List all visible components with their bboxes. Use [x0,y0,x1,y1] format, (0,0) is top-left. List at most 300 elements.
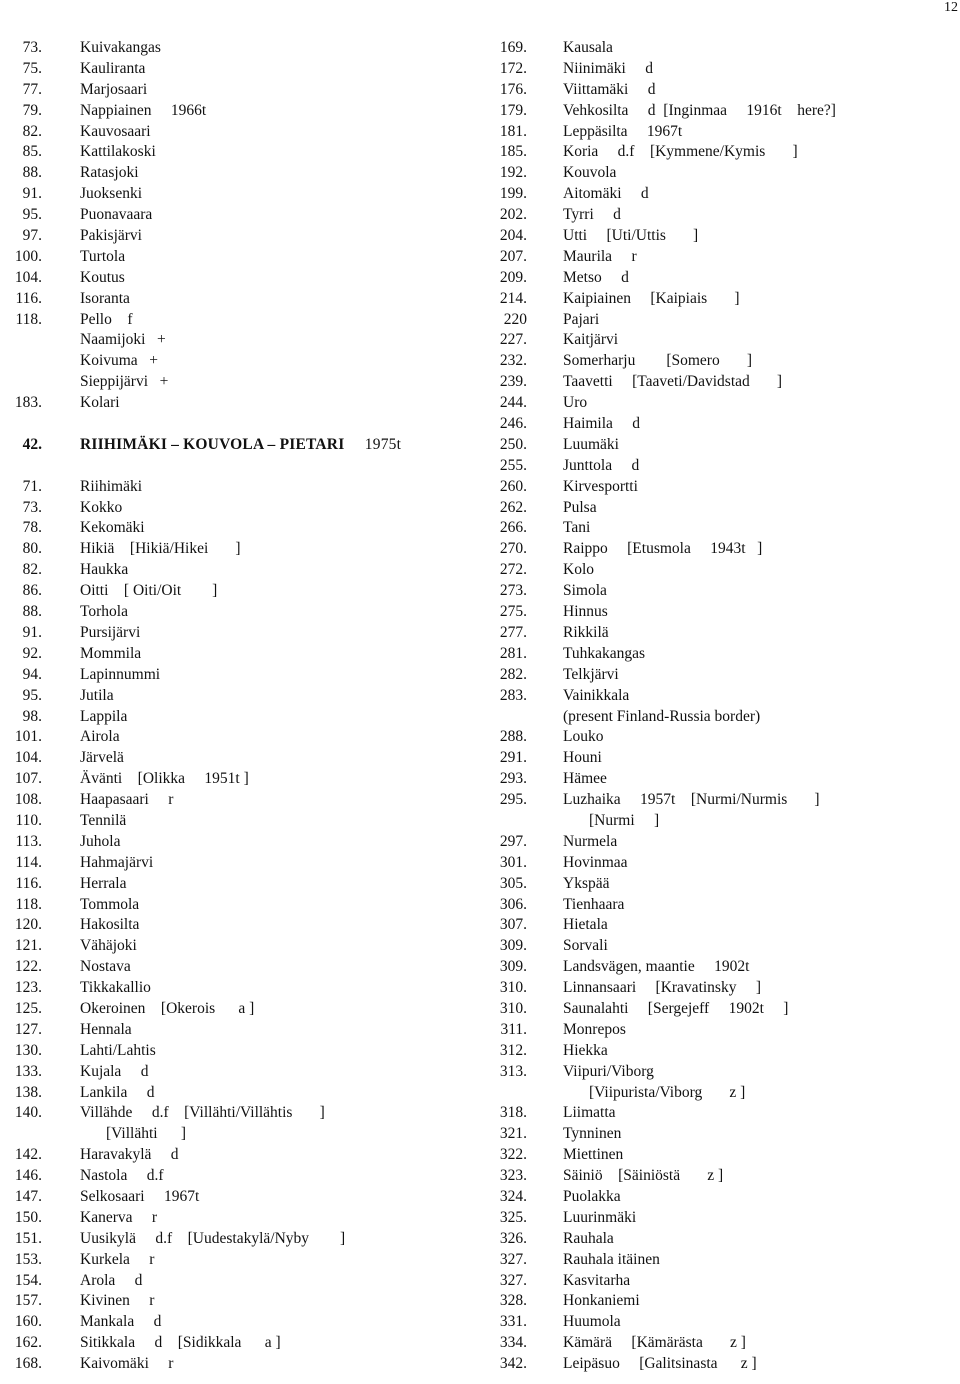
entry-name: Tikkakallio [80,979,151,997]
entry-name: Viipuri/Viborg [563,1062,654,1080]
entry-text [80,1208,157,1229]
entry-text [563,874,610,895]
entry-name: Pulsa [563,498,597,516]
station-entry [0,1250,470,1271]
entry-name: (present Finland-Russia border) [563,707,761,725]
entry-text [563,456,639,477]
entry-text [80,832,120,853]
entry-number: 75. [22,59,42,77]
entry-text [563,498,597,519]
entry-number: 153. [14,1250,42,1268]
station-entry [470,518,960,539]
entry-text [563,1354,757,1375]
entry-name: Kaivomäki r [80,1355,174,1373]
entry-number: 277. [499,623,527,641]
station-entry [470,1354,960,1375]
entry-text [80,226,142,247]
entry-name: Lapinnummi [80,665,161,683]
station-entry [0,936,470,957]
entry-text [80,1250,154,1271]
entry-name: Tommola [80,895,140,913]
entry-text [80,1333,281,1354]
station-entry [0,268,470,289]
station-entry [470,226,960,247]
entry-name: Isoranta [80,289,130,307]
entry-number: 199. [499,185,527,203]
entry-name: Ratasjoki [80,164,139,182]
entry-number: 181. [499,122,527,140]
entry-name: Koria d.f [Kymmene/Kymis ] [563,143,798,161]
left-column [0,38,470,1375]
entry-text [563,1250,660,1271]
entry-name: Hahmajärvi [80,853,154,871]
entry-number: 232. [499,352,527,370]
entry-name: Telkjärvi [563,665,619,683]
entry-name: Simola [563,582,607,600]
entry-text [563,393,587,414]
entry-suffix: 1975t [344,435,402,453]
entry-name: [Villähti ] [106,1125,186,1143]
entry-name: Niinimäki d [563,59,653,77]
entry-number: 108. [14,791,42,809]
entry-text [80,978,151,999]
blank-line [0,414,470,435]
station-entry [470,1187,960,1208]
entry-name: Hennala [80,1020,132,1038]
station-entry [0,393,470,414]
entry-name: Hietala [563,916,608,934]
entry-name: Rauhala [563,1229,614,1247]
entry-number: 114. [15,853,42,871]
entry-number: 327. [499,1271,527,1289]
entry-number: 322. [499,1146,527,1164]
entry-number: 97. [22,227,42,245]
entry-name: Leppäsilta 1967t [563,122,683,140]
station-entry [470,184,960,205]
entry-number: 123. [14,979,42,997]
entry-number: 239. [499,373,527,391]
entry-text [80,289,130,310]
entry-name: Metso d [563,268,629,286]
entry-number: 244. [499,394,527,412]
entry-name: Arola d [80,1271,143,1289]
entry-name: Sieppijärvi + [80,373,169,391]
station-entry [470,414,960,435]
entry-text [563,895,624,916]
entry-text [80,686,114,707]
entry-text [80,1041,156,1062]
station-entry [470,1312,960,1333]
station-entry [0,184,470,205]
entry-number: 95. [22,206,42,224]
entry-name: Tani [563,519,591,537]
entry-text [563,915,608,936]
entry-text [589,1083,745,1104]
station-entry [470,163,960,184]
entry-name: Pursijärvi [80,623,141,641]
station-entry [470,686,960,707]
station-entry [470,811,960,832]
entry-text [80,1187,199,1208]
station-entry [470,936,960,957]
entry-number: 321. [499,1125,527,1143]
entry-name: Naamijoki + [80,331,166,349]
entry-number: 130. [14,1041,42,1059]
entry-text [563,539,762,560]
entry-text [80,518,145,539]
entry-text [563,289,739,310]
entry-name: Haukka [80,561,129,579]
entry-text [563,435,619,456]
entry-text [563,1020,626,1041]
entry-number: 82. [22,561,42,579]
station-entry [0,581,470,602]
entry-number: 326. [499,1229,527,1247]
station-entry [470,957,960,978]
entry-number: 309. [499,958,527,976]
entry-name: Kauvosaari [80,122,151,140]
entry-number: 328. [499,1292,527,1310]
station-entry [0,853,470,874]
station-entry [0,38,470,59]
entry-number: 183. [14,394,42,412]
entry-number: 88. [22,164,42,182]
entry-text [563,727,603,748]
entry-name: Linnansaari [Kravatinsky ] [563,979,761,997]
entry-text [80,707,127,728]
entry-name: Tyrri d [563,206,621,224]
entry-number: 295. [499,791,527,809]
station-entry [0,163,470,184]
station-entry [470,80,960,101]
entry-number: 101. [14,728,42,746]
entry-name: Jutila [80,686,114,704]
entry-name: Tynninen [563,1125,622,1143]
entry-name: Hämee [563,770,607,788]
entry-number: 104. [14,268,42,286]
entry-text [589,811,659,832]
entry-name: Vainikkala [563,686,630,704]
entry-name: Hiekka [563,1041,608,1059]
entry-text [563,226,698,247]
entry-number: 307. [499,916,527,934]
station-entry [470,477,960,498]
entry-name: Rauhala itäinen [563,1250,660,1268]
station-entry [0,644,470,665]
entry-number: 121. [14,937,42,955]
entry-name: Hakosilta [80,916,140,934]
entry-name: Vehkosilta d [Inginmaa 1916t here?] [563,101,836,119]
station-entry [0,1166,470,1187]
station-entry [0,1187,470,1208]
entry-name: [Nurmi ] [589,811,660,829]
entry-name: Lappila [80,707,128,725]
entry-number: 116. [15,289,42,307]
entry-number: 270. [499,540,527,558]
entry-name: Järvelä [80,749,124,767]
entry-name: Kujala d [80,1062,149,1080]
station-entry [0,915,470,936]
entry-number: 334. [499,1334,527,1352]
station-entry [0,226,470,247]
entry-text [80,602,128,623]
entry-number: 250. [499,435,527,453]
entry-text [563,518,590,539]
entry-text [563,1187,621,1208]
entry-number: 94. [22,665,42,683]
entry-number: 118. [15,895,42,913]
station-entry [0,1083,470,1104]
entry-text [80,1103,325,1124]
station-entry [470,435,960,456]
entry-number: 98. [22,707,42,725]
station-entry [0,1333,470,1354]
entry-number: 157. [14,1292,42,1310]
station-entry [470,644,960,665]
entry-text [563,59,653,80]
entry-number: 147. [14,1187,42,1205]
station-entry [0,205,470,226]
entry-name: Turtola [80,247,126,265]
entry-name: Koivuma + [80,352,159,370]
entry-number: 331. [499,1313,527,1331]
entry-text [563,1208,636,1229]
entry-name: Leipäsuo [Galitsinasta z ] [563,1355,757,1373]
entry-text [563,1124,621,1145]
entry-text [80,936,137,957]
entry-name: Kaipiainen [Kaipiais ] [563,289,740,307]
entry-name: Kirvesportti [563,477,638,495]
entry-text [563,38,613,59]
station-entry [470,874,960,895]
station-entry [470,727,960,748]
entry-number: 107. [14,770,42,788]
station-entry [470,853,960,874]
entry-text [563,268,629,289]
entry-number: 273. [499,582,527,600]
entry-name: Lankila d [80,1083,155,1101]
entry-text [80,560,128,581]
entry-text [563,310,599,331]
station-entry [0,1354,470,1375]
station-entry [0,1271,470,1292]
entry-number: 204. [499,227,527,245]
entry-name: Hinnus [563,603,608,621]
entry-name: Utti [Uti/Uttis ] [563,227,699,245]
station-entry [0,1124,470,1145]
entry-text [80,184,142,205]
entry-number: 266. [499,519,527,537]
entry-text [80,1145,179,1166]
entry-text [80,1291,154,1312]
entry-name: Nostava [80,958,131,976]
entry-number: 92. [22,644,42,662]
entry-text [80,539,241,560]
entry-name: Pajari [563,310,600,328]
entry-name: Kaitjärvi [563,331,619,349]
entry-number: 71. [22,477,42,495]
station-entry [0,560,470,581]
entry-name: Kekomäki [80,519,145,537]
entry-name: Pello f [80,310,133,328]
station-entry [470,560,960,581]
entry-number: 260. [499,477,527,495]
entry-text [80,122,151,143]
entry-text [563,142,798,163]
station-entry [0,477,470,498]
entry-text [563,1271,630,1292]
station-entry [470,1124,960,1145]
station-entry [470,1333,960,1354]
entry-name: Luzhaika 1957t [Nurmi/Nurmis ] [563,791,820,809]
entry-number: 185. [499,143,527,161]
station-entry [0,623,470,644]
entry-number: 125. [14,999,42,1017]
entry-text [563,1103,616,1124]
entry-name: Marjosaari [80,80,148,98]
station-entry [0,602,470,623]
station-entry [470,602,960,623]
entry-number: 262. [499,498,527,516]
entry-name: Koutus [80,268,125,286]
entry-number: 306. [499,895,527,913]
entry-name: Nappiainen 1966t [80,101,207,119]
entry-text [80,895,139,916]
entry-text [80,1083,154,1104]
entry-number: 255. [499,456,527,474]
entry-name: Villähde d.f [Villähti/Villähtis ] [80,1104,325,1122]
station-entry [0,59,470,80]
station-entry [470,999,960,1020]
entry-number: 342. [499,1355,527,1373]
entry-number: 82. [22,122,42,140]
station-entry [470,978,960,999]
entry-text [563,1291,640,1312]
entry-name: Kuivakangas [80,39,161,56]
entry-text [563,163,616,184]
entry-number: 110. [15,811,42,829]
entry-name: Torhola [80,603,128,621]
entry-name: Juhola [80,832,121,850]
entry-text [563,1062,654,1083]
entry-name: Tennilä [80,811,127,829]
entry-number: 138. [14,1083,42,1101]
entry-text [563,80,656,101]
entry-name: Uro [563,394,588,412]
entry-number: 275. [499,603,527,621]
station-entry [470,707,960,728]
entry-text [80,101,206,122]
entry-name: Huumola [563,1313,621,1331]
entry-text [80,665,160,686]
entry-name: Uusikylä d.f [Uudestakylä/Nyby ] [80,1229,346,1247]
entry-text [80,477,142,498]
entry-text [563,184,649,205]
entry-text [563,1041,608,1062]
entry-text [563,832,617,853]
entry-number: 95. [22,686,42,704]
entry-number: 77. [22,80,42,98]
station-entry [0,80,470,101]
entry-number: 272. [499,561,527,579]
entry-number: 325. [499,1208,527,1226]
station-entry [470,393,960,414]
entry-text [563,853,628,874]
entry-name: Kausala [563,39,613,56]
entry-text [563,1229,614,1250]
station-entry [0,289,470,310]
station-entry [0,518,470,539]
entry-text [563,1333,746,1354]
station-entry [470,1291,960,1312]
entry-text [80,498,122,519]
entry-number: 312. [499,1041,527,1059]
station-entry [0,811,470,832]
entry-text [563,581,607,602]
entry-number: 283. [499,686,527,704]
entry-text [80,80,147,101]
entry-text [80,330,166,351]
station-entry [470,268,960,289]
entry-number: 140. [14,1104,42,1122]
entry-number: 209. [499,268,527,286]
entry-text [80,811,126,832]
entry-name: Landsvägen, maantie 1902t [563,958,750,976]
entry-text [80,372,168,393]
entry-name: Kouvola [563,164,617,182]
entry-name: Airola [80,728,120,746]
station-entry [470,539,960,560]
station-entry [0,895,470,916]
station-entry [0,978,470,999]
entry-name: Hikiä [Hikiä/Hikei ] [80,540,241,558]
entry-text [563,351,752,372]
station-entry [470,59,960,80]
station-entry [0,1103,470,1124]
entry-number: 133. [14,1062,42,1080]
entry-name: Kurkela r [80,1250,155,1268]
entry-name: Ävänti [Olikka 1951t ] [80,770,249,788]
entry-name: Aitomäki d [563,185,649,203]
station-entry [0,310,470,331]
entry-number: 227. [499,331,527,349]
entry-name: Vähäjoki [80,937,137,955]
entry-text [106,1124,186,1145]
entry-number: 169. [499,39,527,56]
entry-text [80,1271,142,1292]
entry-text [80,769,249,790]
entry-text [563,414,640,435]
entry-number: 202. [499,206,527,224]
entry-name: Louko [563,728,604,746]
station-entry [470,665,960,686]
entry-number: 318. [499,1104,527,1122]
entry-text [563,122,682,143]
entry-text [80,915,139,936]
entry-text [80,435,401,456]
entry-name: Taavetti [Taaveti/Davidstad ] [563,373,783,391]
entry-name: Selkosaari 1967t [80,1187,200,1205]
entry-number: 79. [22,101,42,119]
entry-number: 324. [499,1187,527,1205]
entry-name: Kasvitarha [563,1271,631,1289]
entry-name: Okeroinen [Okerois a ] [80,999,255,1017]
entry-text [563,748,602,769]
entry-number: 116. [15,874,42,892]
entry-number: 246. [499,415,527,433]
station-entry [0,101,470,122]
entry-name: Luumäki [563,435,619,453]
